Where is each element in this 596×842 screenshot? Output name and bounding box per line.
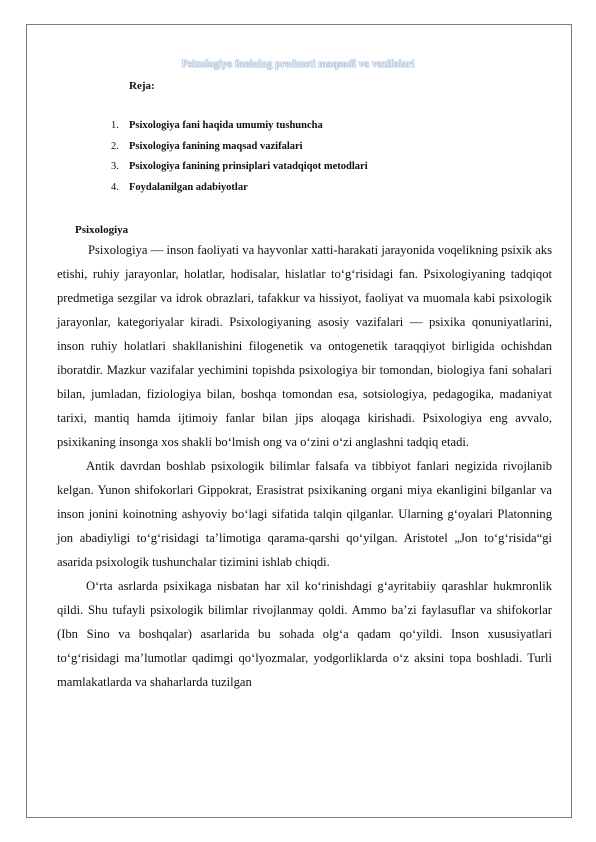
plan-item	[111, 120, 368, 141]
plan-item	[111, 161, 368, 182]
plan-item-text: Psixologiya fanining prinsiplari vatadqiqot metodlari	[129, 161, 368, 172]
plan-list	[111, 120, 368, 202]
plan-item	[111, 141, 368, 162]
plan-item-number: 3.	[111, 161, 119, 172]
body-text	[57, 238, 552, 694]
paragraph: O‘rta asrlarda psixikaga nisbatan har xil ko‘rinishdagi g‘ayritabiiy qarashlar hukmronlik qildi. Shu tufayli psixologik bilimlar rivojlanmay qoldi. Ammo ba’zi faylasuflar va shifokorlar (Ibn Sino va boshqalar) asarlarida bu sohada olg‘a qadam qo‘yildi. Inson xususiyatlari to‘g‘risidagi ma’lumotlar qadimgi qo‘lyozmalar, yodgorliklarda o‘z aksini topa boshladi. Turli mamlakatlarda va shaharlarda tuzilgan	[57, 579, 552, 689]
plan-item-number: 4.	[111, 181, 119, 193]
plan-item-text: Psixologiya fanining maqsad vazifalari	[129, 140, 303, 152]
document-title: Psixologiya fanining predmeti maqsadi va vazifalari	[181, 59, 415, 70]
plan-item-text: Psixologiya fani haqida umumiy tushuncha	[129, 120, 323, 131]
section-heading: Psixologiya	[75, 224, 129, 236]
plan-item	[111, 182, 368, 203]
paragraph: Antik davrdan boshlab psixologik bilimlar falsafa va tibbiyot fanlari negizida rivojlanib kelgan. Yunon shifokorlari Gippokrat, Erasistrat psixikaning organi miya ekanligini bilganlar va inson jonini koinotning ashyoviy bo‘lagi sifatida talqin qilganlar. Ularning g‘oyalari Platonning jon abadiyligi to‘g‘risidagi ta’limotiga qarama-qarshi qo‘yilgan. Aristotel „Jon to‘g‘risida“gi asarida psixologik tushunchalar tizimini ishlab chiqdi.	[57, 459, 552, 569]
plan-item-number: 2.	[111, 140, 119, 152]
paragraph: Psixologiya — inson faoliyati va hayvonlar xatti-harakati jarayonida voqelikning psixik aks etishi, ruhiy jarayonlar, holatlar, hodisalar, hislatlar to‘g‘risidagi fan. Psixologiyaning tadqiqot predmetiga sezgilar va idrok obrazlari, tafakkur va hissiyot, faoliyat va muomala kabi psixologik jarayonlar, kategoriyalar kiradi. Psixologiyaning asosiy vazifalari — psixika qonuniyatlarini, inson ruhiy holatlari shakllanishini filogenetik va ontogenetik taraqqiyot birligida ochishdan iboratdir. Mazkur vazifalar yechimini topishda psixologiya bir tomondan, biologiya fani sohalari bilan, jumladan, fiziologiya bilan, boshqa tomondan esa, sotsiologiya, pedagogika, madaniyat tarixi, mantiq hamda ijtimoiy fanlar bilan jips aloqaga kirishadi. Psixologiya eng avvalo, psixikaning insonga xos shakli bo‘lmish ong va o‘zini o‘zi anglashni tadqiq etadi.	[57, 243, 552, 449]
plan-heading: Reja:	[129, 80, 155, 92]
plan-item-number: 1.	[111, 120, 119, 131]
plan-item-text: Foydalanilgan adabiyotlar	[129, 181, 248, 193]
